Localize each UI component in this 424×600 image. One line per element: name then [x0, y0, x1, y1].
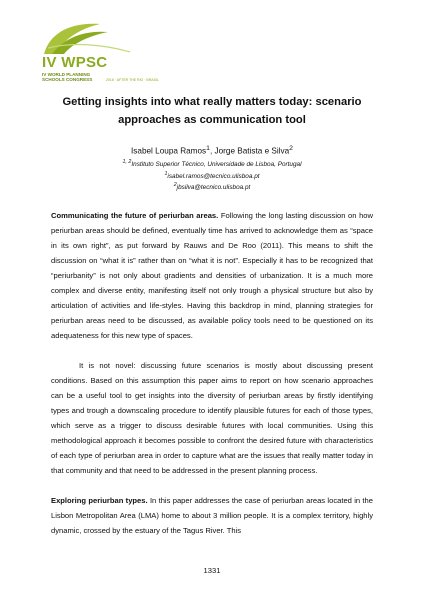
author-name: Jorge Batista e Silva — [214, 146, 290, 156]
author-separator: , — [209, 146, 215, 156]
author-email — [40, 171, 384, 180]
paragraph-text: In this paper addresses the case of periurban areas located in the Lisbon Metropolitan Area (LMA) home to about 3 million people. It is a complex territory, highly dynamic, crossed by the estuary of the Tagus River. This — [51, 496, 373, 536]
author-email — [40, 182, 384, 191]
author-superscript: 1 — [206, 145, 210, 152]
author-name: Isabel Loupa Ramos — [131, 146, 207, 156]
author-superscript: 2 — [289, 145, 293, 152]
email-text: isabel.ramos@tecnico.ulisboa.pt — [167, 173, 260, 181]
section-heading: Communicating the future of periurban areas. — [51, 211, 219, 220]
logo-title: IV WPSC — [42, 54, 108, 71]
green-leaf-swoosh-logo-icon — [42, 18, 162, 58]
email-superscript: 1 — [164, 171, 168, 177]
body-paragraph — [51, 208, 373, 343]
affiliation — [40, 159, 384, 168]
body-paragraph — [51, 358, 373, 478]
paragraph-text: Following the long lasting discussion on how periurban areas should be defined, eventually time has arrived to acknowledge them as “space in its own right”, as put forward by Rauws and De Roo (2011). This means to shift the discussion on “what it is” rather than on “what it is not”. Especially it has to be recognized that “periurbanity” is not only about gradients and densities of urbanization. It is a much more complex and diverse entity, manifesting itself not only trough a physical structure but also by articulation of activities and life-styles. Having this backdrop in mind, planning strategies for periurban areas need to be discussed, as available policy tools need to be questioned on its adequateness for this new type of spaces. — [51, 211, 373, 341]
email-text: jbsilva@tecnico.ulisboa.pt — [176, 184, 251, 192]
affiliation-text: Instituto Superior Técnico, Universidade de Lisboa, Portugal — [131, 161, 302, 169]
body-paragraph — [51, 493, 373, 538]
author-line — [40, 145, 384, 156]
paper-title: Getting insights into what really matters today: scenario approaches as communication tool — [62, 96, 362, 126]
page-number: 1331 — [203, 566, 221, 575]
paragraph-text: It is not novel: discussing future scenarios is mostly about discussing present conditions. Based on this assumption this paper aims to report on how scenario approaches can be a useful tool to get insights into the diversity of periurban areas by firstly identifying types and trough a downscaling procedure to identify plausible futures for each of those types, which serve as a trigger to discuss desirable futures with local communities. Using this methodological approach it becomes possible to confront the desired future with characteristics of each type of periurban area in order to capture what are the issues that really matter today in that community and that need to be addressed in the present planning process. — [51, 361, 373, 476]
email-superscript: 2 — [173, 182, 177, 188]
logo-tagline: 2016 · AFTER THE RIO · BRASIL — [106, 78, 159, 82]
section-heading: Exploring periurban types. — [51, 496, 148, 505]
logo-subtitle: IV WORLD PLANNING SCHOOLS CONGRESS — [42, 72, 93, 82]
affiliation-superscript: 1, 2 — [122, 159, 132, 165]
conference-logo — [42, 18, 162, 80]
